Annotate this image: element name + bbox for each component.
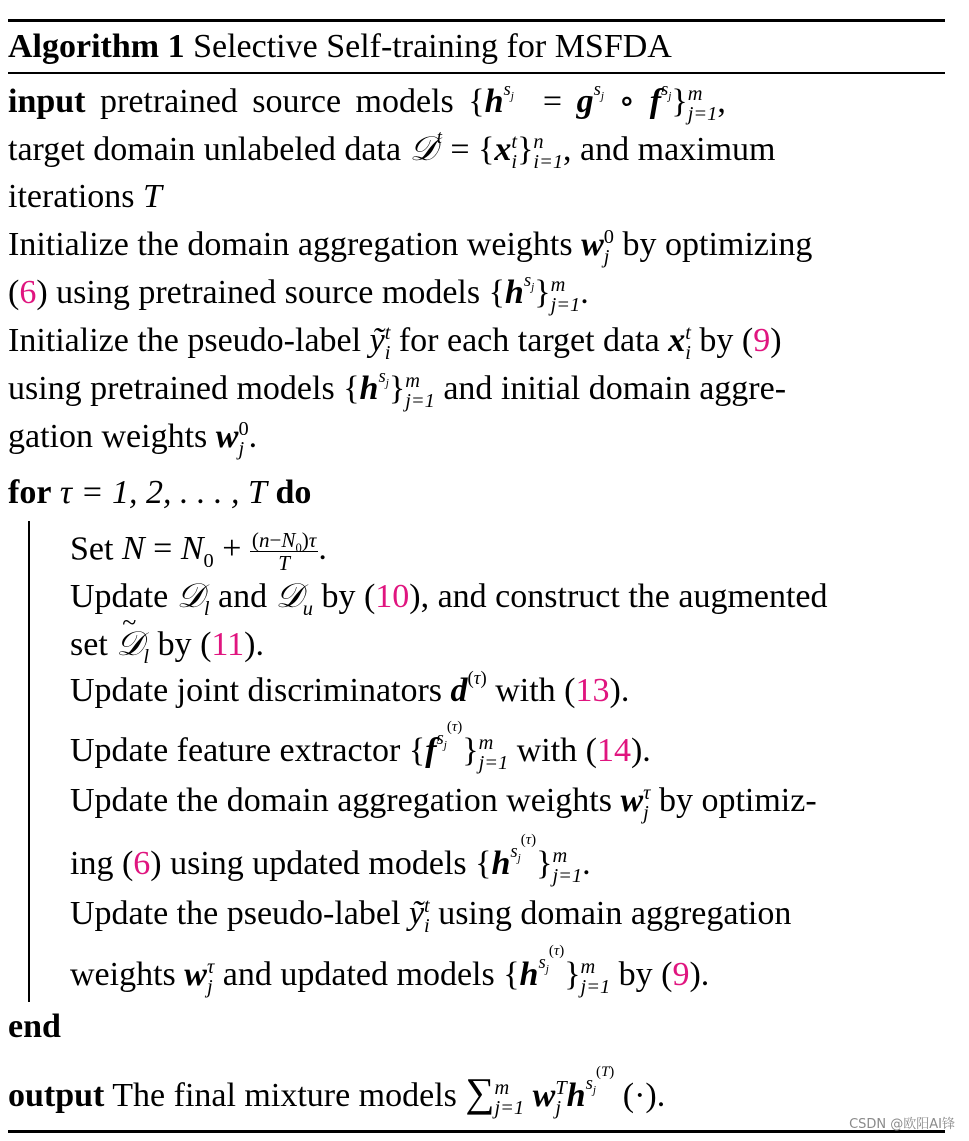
step-text: using domain aggregation [438,895,792,932]
updated-models-math: $\{h^{s_j^{(\tau)}}\}$ m j=1 . [475,831,591,888]
step-text: with [516,732,578,769]
input-line-1 [8,79,726,127]
algorithm-title [8,27,672,67]
step-text: using pretrained source models [56,274,481,311]
step-text: , and construct the augmented [420,578,828,615]
init-weights-line-2: (6) using pretrained source models $\{h^{s_j}\}$ m j=1 . [8,270,589,317]
top-rule [8,19,945,22]
equation-ref-11[interactable]: 11 [211,626,245,663]
equation-ref-9[interactable]: 9 [753,322,771,359]
step-text: ing [70,845,114,882]
equation-ref-14[interactable]: 14 [596,732,631,769]
equation-ref-13[interactable]: 13 [575,672,610,709]
equation-ref-6[interactable]: 6 [133,845,151,882]
equation-ref-6[interactable]: 6 [19,274,37,311]
weights-math: w τ j [620,781,651,825]
equation-ref-9[interactable]: 9 [672,956,690,993]
header-rule [8,72,945,74]
updated-models-math: $\{h^{s_j^{(\tau)}}\}$ m j=1 [503,942,611,999]
step-text: by optimiz- [658,782,817,819]
step-text: using pretrained models [8,370,335,407]
equation-ref-10[interactable]: 10 [375,578,410,615]
bottom-rule [8,1130,945,1133]
loop-step-update-sets-1: Update 𝒟$_l$ and 𝒟$_u$ by (10), and construct the augmented [70,578,828,620]
step-text: and initial domain aggre- [443,370,787,407]
step-text: and [218,578,268,615]
loop-step-discriminators: Update joint discriminators $d^{(\tau)}$ with (13). [70,668,630,709]
augmented-set-math: ~ 𝒟$_l$ [116,625,149,665]
pseudo-label-math: ỹ t i [408,894,430,938]
input-line-2 [8,127,776,175]
set-n-math: $N = N_0$ + $\frac{(n-N_0)\tau}{T}$ . [121,528,327,576]
source-models-math: {$h^{s_j} = g^{s_j}$ ∘ $f^{s_j}$} m j=1 , [468,79,726,126]
loop-body-bar [28,521,30,1002]
step-text: by [699,322,734,359]
init-labels-line-3 [8,417,257,460]
for-keyword: for [8,474,52,511]
input-line-3 [8,177,162,217]
target-sample-math: x t i [668,321,691,365]
step-text: by [157,626,192,663]
end-keyword: end [8,1008,61,1045]
step-text: with [495,672,556,709]
max-iterations-math: T [143,178,162,215]
loop-step-update-labels-2: weights w τ j and updated models $\{h^{s_j^{(\tau)}}\}$ m j=1 by (9). [70,942,710,999]
loop-step-set-n [70,529,327,574]
feature-extractor-math: $\{f^{s_j^{(\tau)}}\}$ m j=1 [408,718,509,775]
for-header [8,473,311,513]
init-weights-line-1 [8,225,812,268]
source-models-math: $\{h^{s_j}\}$ m j=1 . [488,270,589,317]
pseudo-label-math: ỹ t i [369,321,391,365]
end-line [8,1007,61,1047]
step-text: Initialize the pseudo-label [8,322,362,359]
do-keyword: do [275,474,312,511]
step-text: Update joint discriminators [70,672,443,709]
loop-step-update-sets-2: set ~ 𝒟$_l$ by (11). [70,625,264,665]
loop-range-math: τ = 1, 2, . . . , T [59,474,267,511]
input-text: and maximum [580,131,776,168]
weights-math: w τ j [184,955,215,999]
step-text: gation weights [8,418,208,455]
step-text: Initialize the domain aggregation weights [8,226,573,263]
step-text: Update the pseudo-label [70,895,401,932]
loop-step-update-labels-1 [70,894,791,937]
mixture-model-math: ∑ m j=1 w T j $h^{s_j^{(T)}}$ (·). [465,1063,666,1120]
weights-math: w 0 j [581,225,614,269]
output-line [8,1063,666,1122]
source-models-math: $\{h^{s_j}\}$ m j=1 [343,366,435,413]
weights-math: w 0 j . [215,417,258,461]
loop-step-update-weights-2: ing (6) using updated models $\{h^{s_j^{(\tau)}}\}$ m j=1 . [70,831,591,888]
algorithm-label: Algorithm 1 [8,28,185,65]
algorithm-name: Selective Self-training for MSFDA [193,28,672,65]
output-keyword: output [8,1077,105,1114]
step-text: for each target data [398,322,660,359]
step-text: by optimizing [622,226,813,263]
step-text: set [70,626,108,663]
input-keyword: input [8,83,86,120]
loop-step-feature-extractor: Update feature extractor $\{f^{s_j^{(\tau)}}\}$ m j=1 with (14). [70,718,651,775]
step-text: using updated models [170,845,467,882]
init-labels-line-1: Initialize the pseudo-label ỹ t i for each target data x t i by (9) [8,321,782,365]
unlabeled-set-math: 𝒟$_u$ [275,578,313,620]
input-text: iterations [8,178,135,215]
step-text: Update feature extractor [70,732,401,769]
output-text: The final mixture models [112,1077,457,1114]
step-text: and updated models [222,956,495,993]
step-text: weights [70,956,176,993]
labeled-set-math: 𝒟$_l$ [176,578,210,620]
step-text: Update the domain aggregation weights [70,782,612,819]
step-text: by [321,578,356,615]
input-text: target domain unlabeled data [8,131,402,168]
step-text: Update [70,578,169,615]
watermark: CSDN @欧阳AI锋 [849,1117,955,1132]
target-data-math: 𝒟$^t$ = {x t i } n i=1 , [409,127,572,174]
input-text: pretrained source models [100,83,454,120]
loop-step-update-weights-1 [70,781,817,824]
init-labels-line-2 [8,366,787,414]
step-text: Set [70,530,114,568]
step-text: by [618,956,653,993]
discriminator-math: $d^{(\tau)}$ [450,668,487,709]
